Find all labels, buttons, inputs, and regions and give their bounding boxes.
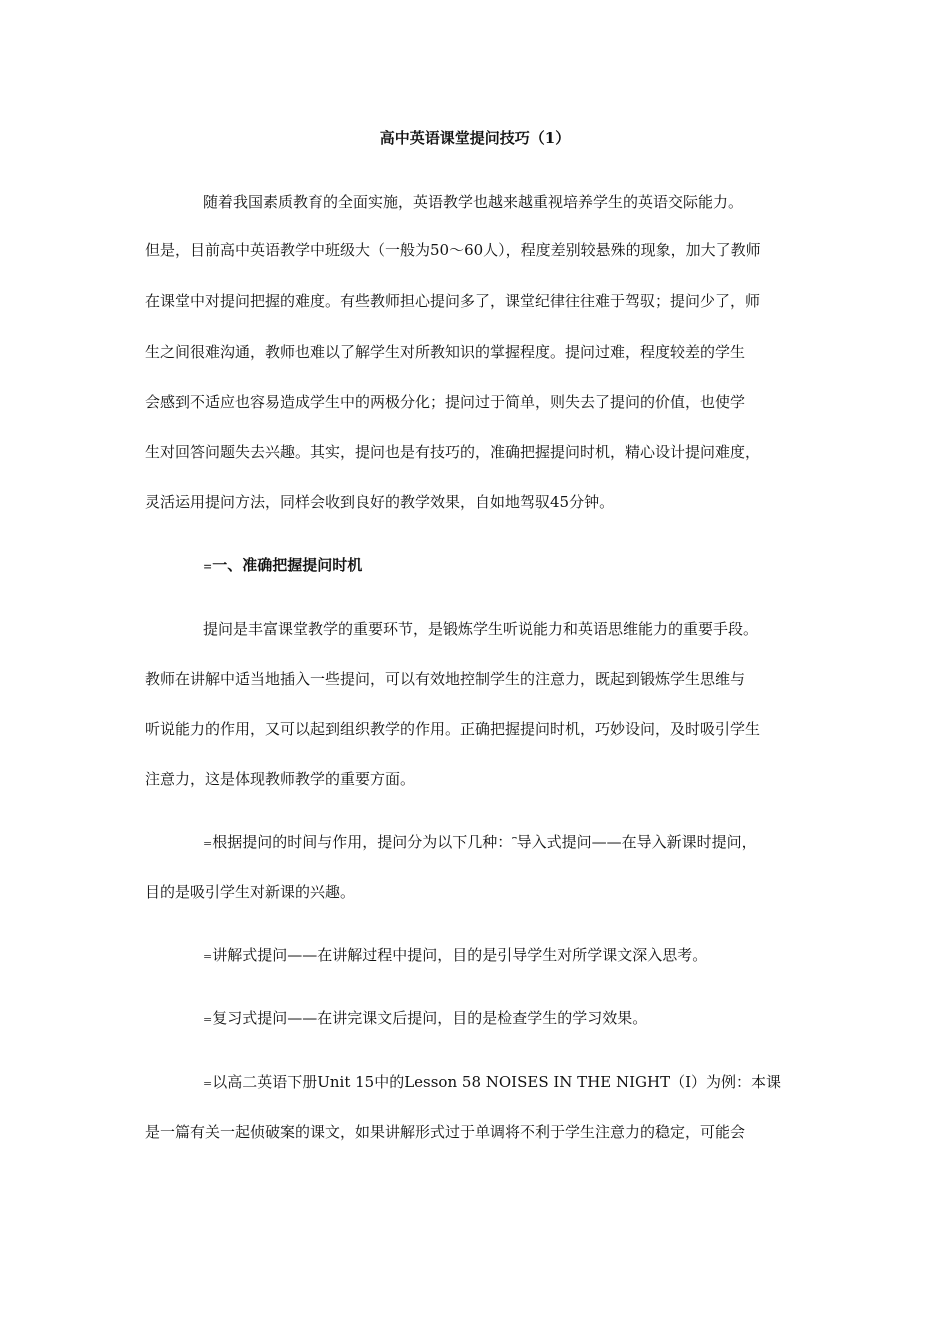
paragraph-line: 生之间很难沟通，教师也难以了解学生对所教知识的掌握程度。提问过难，程度较差的学生 bbox=[145, 343, 746, 361]
paragraph-line: 生对回答问题失去兴趣。其实，提问也是有技巧的，准确把握提问时机，精心设计提问难度， bbox=[145, 443, 761, 461]
paragraph-line: 听说能力的作用，又可以起到组织教学的作用。正确把握提问时机，巧妙设问，及时吸引学生 bbox=[145, 720, 761, 738]
list-marker-icon: = bbox=[203, 837, 213, 850]
paragraph-line: 注意力，这是体现教师教学的重要方面。 bbox=[145, 770, 416, 788]
paragraph-line: 随着我国素质教育的全面实施，英语教学也越来越重视培养学生的英语交际能力。 bbox=[203, 193, 744, 211]
list-marker-icon: = bbox=[203, 1013, 213, 1026]
list-marker-icon: = bbox=[203, 560, 213, 573]
paragraph-line: =以高二英语下册Unit 15中的Lesson 58 NOISES IN THE NIGHT（Ⅰ）为例：本课 bbox=[203, 1073, 782, 1091]
paragraph-line: 目的是吸引学生对新课的兴趣。 bbox=[145, 883, 356, 901]
paragraph-line: 是一篇有关一起侦破案的课文，如果讲解形式过于单调将不利于学生注意力的稳定，可能会 bbox=[145, 1123, 746, 1141]
paragraph-line: =根据提问的时间与作用，提问分为以下几种：⎴导入式提问——在导入新课时提问， bbox=[203, 833, 757, 851]
paragraph-line: 但是，目前高中英语教学中班级大（一般为50～60人），程度差别较悬殊的现象，加大了教师 bbox=[145, 241, 761, 259]
paragraph-line: =讲解式提问——在讲解过程中提问，目的是引导学生对所学课文深入思考。 bbox=[203, 946, 708, 964]
paragraph-line: =复习式提问——在讲完课文后提问，目的是检查学生的学习效果。 bbox=[203, 1009, 648, 1027]
list-marker-icon: = bbox=[203, 950, 213, 963]
paragraph-line: 在课堂中对提问把握的难度。有些教师担心提问多了，课堂纪律往往难于驾驭；提问少了，师 bbox=[145, 292, 761, 310]
paragraph-line: 教师在讲解中适当地插入一些提问，可以有效地控制学生的注意力，既起到锻炼学生思维与 bbox=[145, 670, 746, 688]
section-heading: =一、准确把握提问时机 bbox=[203, 556, 363, 574]
list-marker-icon: = bbox=[203, 1077, 213, 1090]
list-marker-icon: ⎴ bbox=[512, 837, 517, 850]
paragraph-line: 会感到不适应也容易造成学生中的两极分化；提问过于简单，则失去了提问的价值，也使学 bbox=[145, 393, 746, 411]
paragraph-line: 提问是丰富课堂教学的重要环节，是锻炼学生听说能力和英语思维能力的重要手段。 bbox=[203, 620, 759, 638]
paragraph-line: 灵活运用提问方法，同样会收到良好的教学效果，自如地驾驭45分钟。 bbox=[145, 493, 615, 511]
document-title: 高中英语课堂提问技巧（1） bbox=[379, 129, 571, 147]
